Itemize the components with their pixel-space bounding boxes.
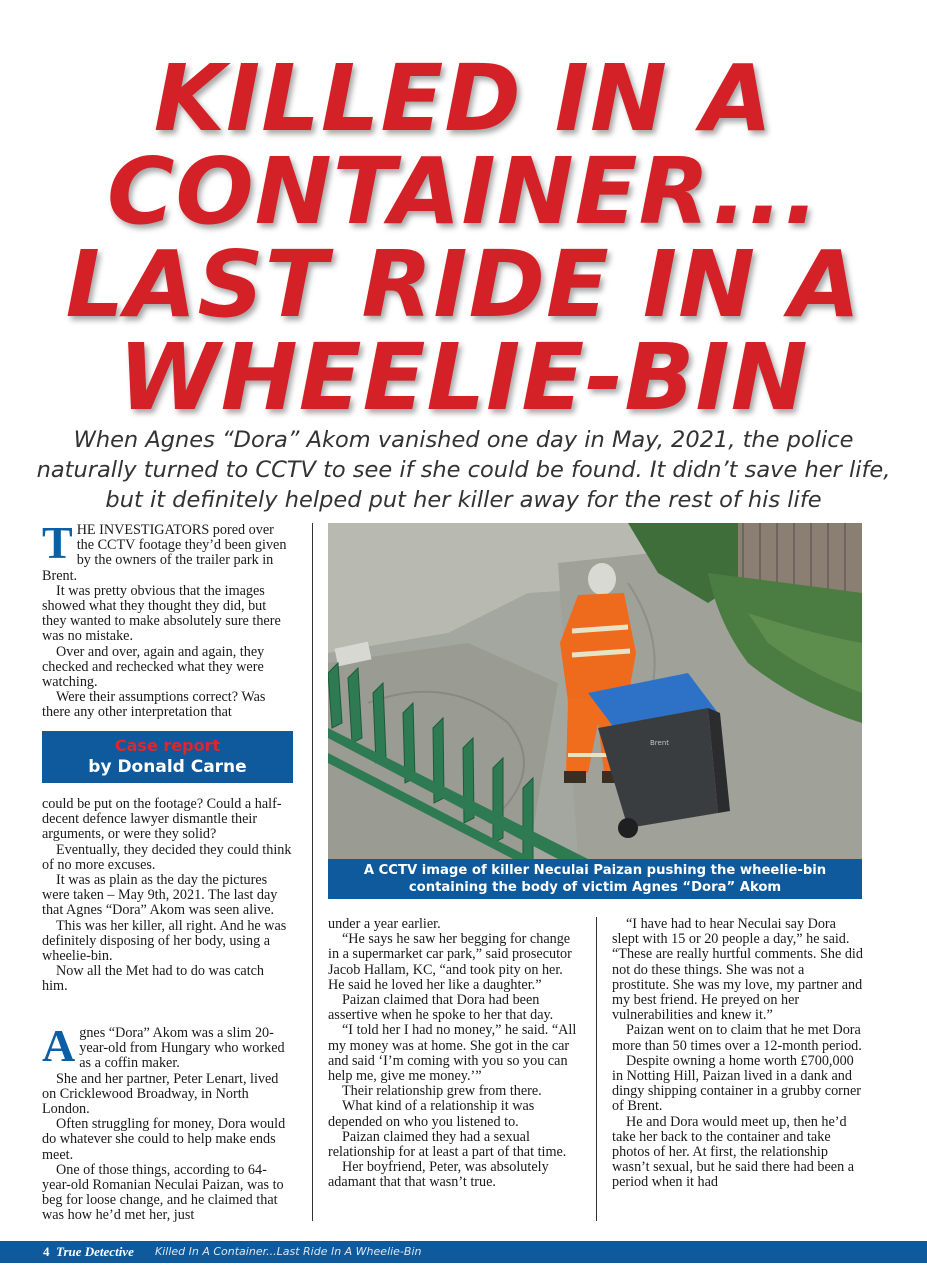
article-paragraph: Paizan went on to claim that he met Dora more than 50 times over a 12-month period. xyxy=(612,1022,862,1054)
article-paragraph: Often struggling for money, Dora would do whatever she could to help make ends meet. xyxy=(42,1116,286,1163)
article-paragraph: One of those things, according to 64-year-old Romanian Neculai Paizan, was to beg for loose change, and he claimed that was how he’d met her, just xyxy=(42,1161,284,1224)
article-paragraph: Paizan claimed that Dora had been assertive when he spoke to her that day. xyxy=(328,992,554,1024)
column-2 xyxy=(328,917,578,1191)
article-paragraph: Eventually, they decided they could think of no more excuses. xyxy=(42,841,292,873)
cctv-scene-illustration xyxy=(328,523,862,859)
article-paragraph: Their relationship grew from there. xyxy=(342,1083,542,1100)
page-footer xyxy=(0,1241,927,1263)
footer-article-title: Killed In A Container...Last Ride In A Wheelie-Bin xyxy=(155,1245,422,1258)
dropcap: T xyxy=(42,517,73,568)
article-paragraph: Her boyfriend, Peter, was absolutely adamant that that wasn’t true. xyxy=(328,1159,549,1191)
headline xyxy=(0,45,927,431)
article-paragraph: “I told her I had no money,” he said. “All my money was at home. She got in the car and said ‘I’m coming with you so you can help me, give me money.’” xyxy=(328,1022,577,1085)
article-intro-paragraph: THE INVESTIGATORS pored over the CCTV footage they’d been given by the owners of the trailer park in Brent. xyxy=(42,517,287,584)
headline-line-2: CONTAINER... xyxy=(106,138,820,245)
photo-caption: A CCTV image of killer Neculai Paizan pushing the wheelie-bin containing the body of victim Agnes “Dora” Akom xyxy=(328,859,862,899)
dropcap: A xyxy=(42,1020,76,1071)
article-paragraph: She and her partner, Peter Lenart, lived on Cricklewood Broadway, in North London. xyxy=(42,1070,279,1118)
headline-line-3: LAST RIDE IN A xyxy=(65,231,862,338)
article-paragraph: It was as plain as the day the pictures were taken – May 9th, 2021. The last day that Agnes “Dora” Akom was seen alive. xyxy=(42,872,278,919)
byline-author: by Donald Carne xyxy=(88,757,247,777)
column-1-middle xyxy=(42,797,292,995)
article-paragraph: What kind of a relationship it was depended on who you listened to. xyxy=(328,1098,535,1130)
headline-line-1: KILLED IN A xyxy=(153,45,774,152)
article-paragraph: could be put on the footage? Could a half-decent defence lawyer dismantle their arguments, or were they solid? xyxy=(42,796,282,843)
article-paragraph: Were their assumptions correct? Was there any other interpretation that xyxy=(42,689,266,721)
bin-label: Brent xyxy=(650,739,670,747)
column-1-bottom xyxy=(42,1020,292,1224)
article-paragraph: Despite owning a home worth £700,000 in Notting Hill, Paizan lived in a dank and dingy shipping container in a grubby corner of Brent. xyxy=(612,1052,862,1115)
standfirst: When Agnes “Dora” Akom vanished one day in May, 2021, the police naturally turned to CCTV to see if she could be found. It didn’t save her life, but it definitely helped put her killer away for the rest of his life xyxy=(36,427,891,513)
column-rule xyxy=(312,523,313,1221)
article-paragraph: Over and over, again and again, they checked and rechecked what they were watching. xyxy=(42,643,265,691)
article-paragraph: “I have had to hear Neculai say Dora slept with 15 or 20 people a day,” he said. “These are really hurtful comments. She did not do these things. She was not a prostitute. She was my love, my partner and my best friend. He preyed on her vulnerabilities and knew it.” xyxy=(612,916,863,1024)
article-section-paragraph: Agnes “Dora” Akom was a slim 20-year-old from Hungary who worked as a coffin maker. xyxy=(42,1020,285,1072)
article-paragraph: under a year earlier. xyxy=(328,916,441,932)
article-paragraph: “He says he saw her begging for change in a supermarket car park,” said prosecutor Jacob Hallam, KC, “and took pity on her. He said he loved her like a daughter.” xyxy=(328,931,572,993)
byline-box xyxy=(42,731,293,783)
byline-kicker: Case report xyxy=(114,736,221,755)
column-3 xyxy=(612,917,864,1191)
magazine-name: True Detective xyxy=(56,1244,134,1259)
article-paragraph: It was pretty obvious that the images showed what they thought they did, but they wanted to make absolutely sure there was no mistake. xyxy=(42,582,281,645)
article-paragraph: Now all the Met had to do was catch him. xyxy=(42,963,265,995)
column-1-top xyxy=(42,517,292,721)
column-rule xyxy=(596,917,597,1221)
article-paragraph: He and Dora would meet up, then he’d take her back to the container and take photos of her. At first, the relationship wasn’t sexual, but he said there had been a period when it had xyxy=(612,1113,855,1191)
cctv-photo xyxy=(328,523,862,859)
headline-line-4: WHEELIE-BIN xyxy=(118,324,809,431)
article-paragraph: Paizan claimed they had a sexual relationship for at least a part of that time. xyxy=(328,1128,567,1161)
article-paragraph: This was her killer, all right. And he was definitely disposing of her body, using a wheelie-bin. xyxy=(42,917,287,965)
page-number: 4 xyxy=(43,1244,50,1259)
